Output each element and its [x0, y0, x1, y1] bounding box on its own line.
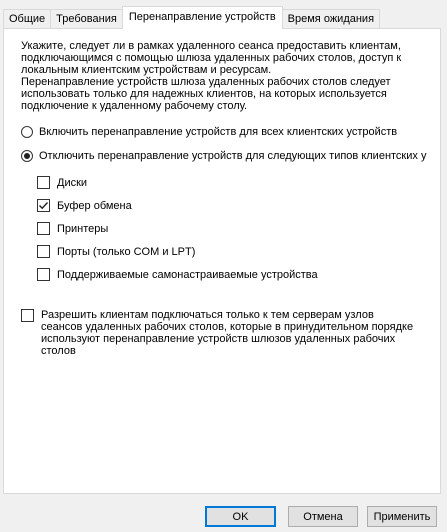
checkbox-label: Буфер обмена [57, 199, 132, 212]
checkbox-printers[interactable] [37, 222, 108, 235]
checkbox-drives[interactable] [37, 176, 87, 189]
checkbox-label-line: Разрешить клиентам подключаться только к тем серверам узлов [41, 309, 374, 321]
checkbox[interactable] [37, 245, 50, 258]
radio-enable-all[interactable] [21, 126, 397, 138]
checkbox-label-line: используют перенаправление устройств шлюзов удаленных рабочих [41, 333, 396, 345]
checkbox[interactable] [37, 222, 50, 235]
checkbox-label [41, 309, 413, 357]
description-text [21, 40, 421, 112]
tab-general[interactable]: Общие [3, 9, 51, 28]
checkbox-label: Поддерживаемые самонастраиваемые устройства [57, 268, 318, 281]
checkbox-clipboard[interactable] [37, 199, 132, 212]
checkbox-label-line: столов [41, 345, 76, 357]
description-line: подключение к удаленному рабочему столу. [21, 100, 248, 112]
description-line: Укажите, следует ли в рамках удаленного сеанса предоставить клиентам, [21, 40, 401, 52]
radio-button[interactable] [21, 126, 33, 138]
tab-device-redirection[interactable]: Перенаправление устройств [122, 6, 283, 29]
checkbox[interactable] [21, 309, 34, 322]
description-line: Перенаправление устройств шлюза удаленных рабочих столов следует [21, 76, 391, 88]
description-line: использовать только для надежных клиентов, на которых используется [21, 88, 387, 100]
radio-label: Включить перенаправление устройств для всех клиентских устройств [39, 126, 398, 138]
tab-timeouts[interactable]: Время ожидания [282, 9, 380, 28]
checkmark-icon [38, 200, 49, 211]
apply-button[interactable]: Применить [367, 506, 437, 527]
tab-panel [3, 28, 441, 494]
checkbox[interactable] [37, 176, 50, 189]
checkbox-label: Диски [57, 176, 88, 189]
tab-strip [3, 6, 379, 28]
checkbox-pnp-devices[interactable] [37, 268, 318, 281]
checkbox[interactable] [37, 268, 50, 281]
description-line: локальным клиентским устройствам и ресурсам. [21, 64, 272, 76]
ok-button[interactable]: OK [205, 506, 276, 527]
cancel-button[interactable]: Отмена [288, 506, 358, 527]
checkbox-label: Порты (только COM и LPT) [57, 245, 196, 258]
checkbox-label-line: сеансов удаленных рабочих столов, которые в принудительном порядке [41, 321, 414, 333]
description-line: подключающимся с помощью шлюза удаленных рабочих столов, доступ к [21, 52, 402, 64]
radio-button[interactable] [21, 150, 33, 162]
tab-requirements[interactable]: Требования [50, 9, 123, 28]
checkbox[interactable] [37, 199, 50, 212]
checkbox-ports[interactable] [37, 245, 195, 258]
radio-disable-selected[interactable] [21, 150, 426, 162]
checkbox-label: Принтеры [57, 222, 109, 235]
radio-label: Отключить перенаправление устройств для следующих типов клиентских у [39, 150, 427, 162]
checkbox-enforce-redirection[interactable] [21, 309, 413, 357]
